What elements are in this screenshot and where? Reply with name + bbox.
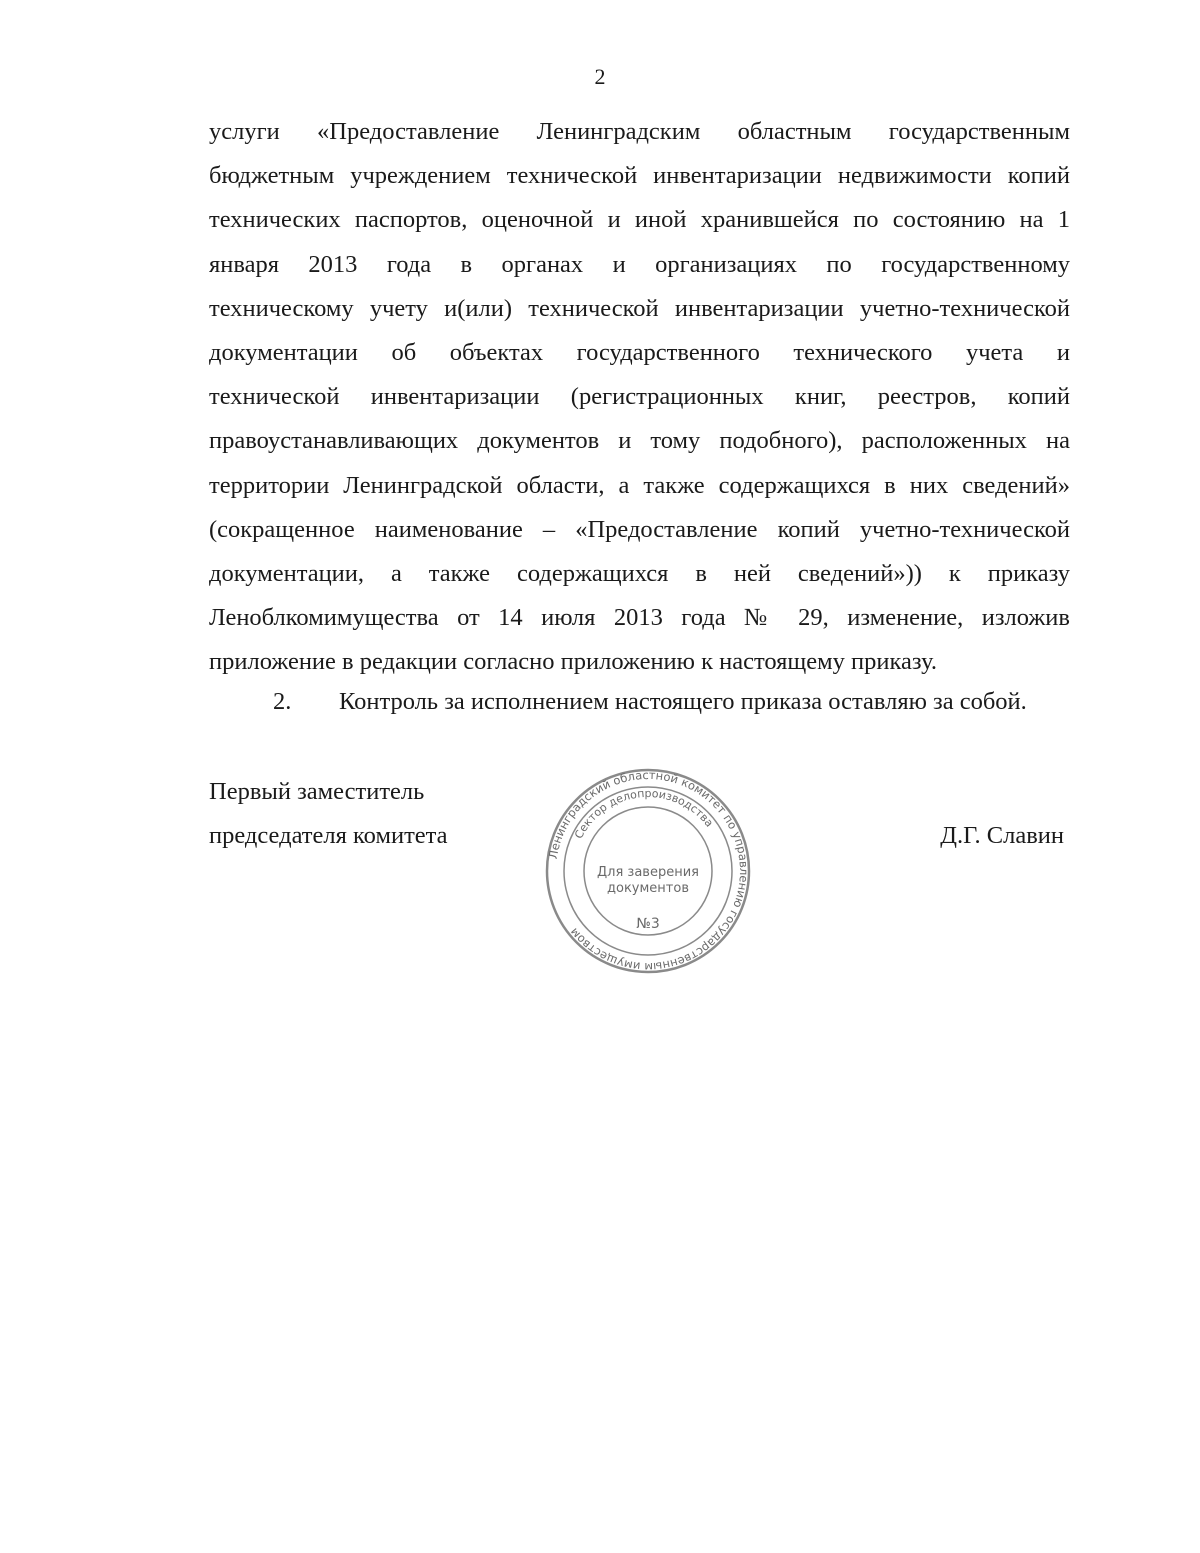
stamp-inner-text: Сектор делопроизводства — [572, 786, 716, 841]
paragraph-line: правоустанавливающих документов и тому подобного), расположенных на — [209, 427, 1070, 455]
stamp-center-line-1: Для заверения — [597, 865, 699, 880]
paragraph-line: техническому учету и(или) технической инвентаризации учетно-технической — [209, 294, 1070, 322]
stamp-number: №3 — [636, 916, 660, 932]
stamp-center-line-2: документов — [607, 881, 689, 896]
official-stamp — [540, 768, 756, 974]
paragraph-line: приложение в редакции согласно приложению к настоящему приказу. — [209, 648, 938, 676]
signatory-name: Д.Г. Славин — [940, 822, 1064, 849]
paragraph-line: января 2013 года в органах и организациях по государственному — [209, 250, 1070, 278]
position-line-2: председателя комитета — [209, 822, 448, 849]
paragraph-line: территории Ленинградской области, а также содержащихся в них сведений» — [209, 471, 1070, 499]
position-line-1: Первый заместитель — [209, 778, 425, 805]
item-text: Контроль за исполнением настоящего приказа оставляю за собой. — [339, 688, 1027, 715]
paragraph-line: бюджетным учреждением технической инвентаризации недвижимости копий — [209, 162, 1070, 190]
paragraph-line: документации, а также содержащихся в ней сведений»)) к приказу — [209, 559, 1070, 587]
paragraph-line: технических паспортов, оценочной и иной хранившейся по состоянию на 1 — [209, 206, 1070, 234]
paragraph-line: Леноблкомимущества от 14 июля 2013 года № 29, изменение, изложив — [209, 604, 1070, 632]
stamp-outer-text: Ленинградский областной комитет по управлению государственным имуществом — [545, 768, 752, 974]
item-2 — [209, 680, 1070, 724]
paragraph-line: услуги «Предоставление Ленинградским областным государственным — [209, 118, 1070, 145]
signatory-position — [209, 770, 448, 858]
paragraph-continuation — [209, 110, 1070, 684]
item-number: 2. — [273, 688, 292, 715]
paragraph-line: документации об объектах государственного технического учета и — [209, 338, 1070, 366]
page-number: 2 — [594, 64, 606, 89]
paragraph-line: (сокращенное наименование – «Предоставление копий учетно-технической — [209, 515, 1070, 543]
paragraph-line: технической инвентаризации (регистрационных книг, реестров, копий — [209, 383, 1070, 411]
